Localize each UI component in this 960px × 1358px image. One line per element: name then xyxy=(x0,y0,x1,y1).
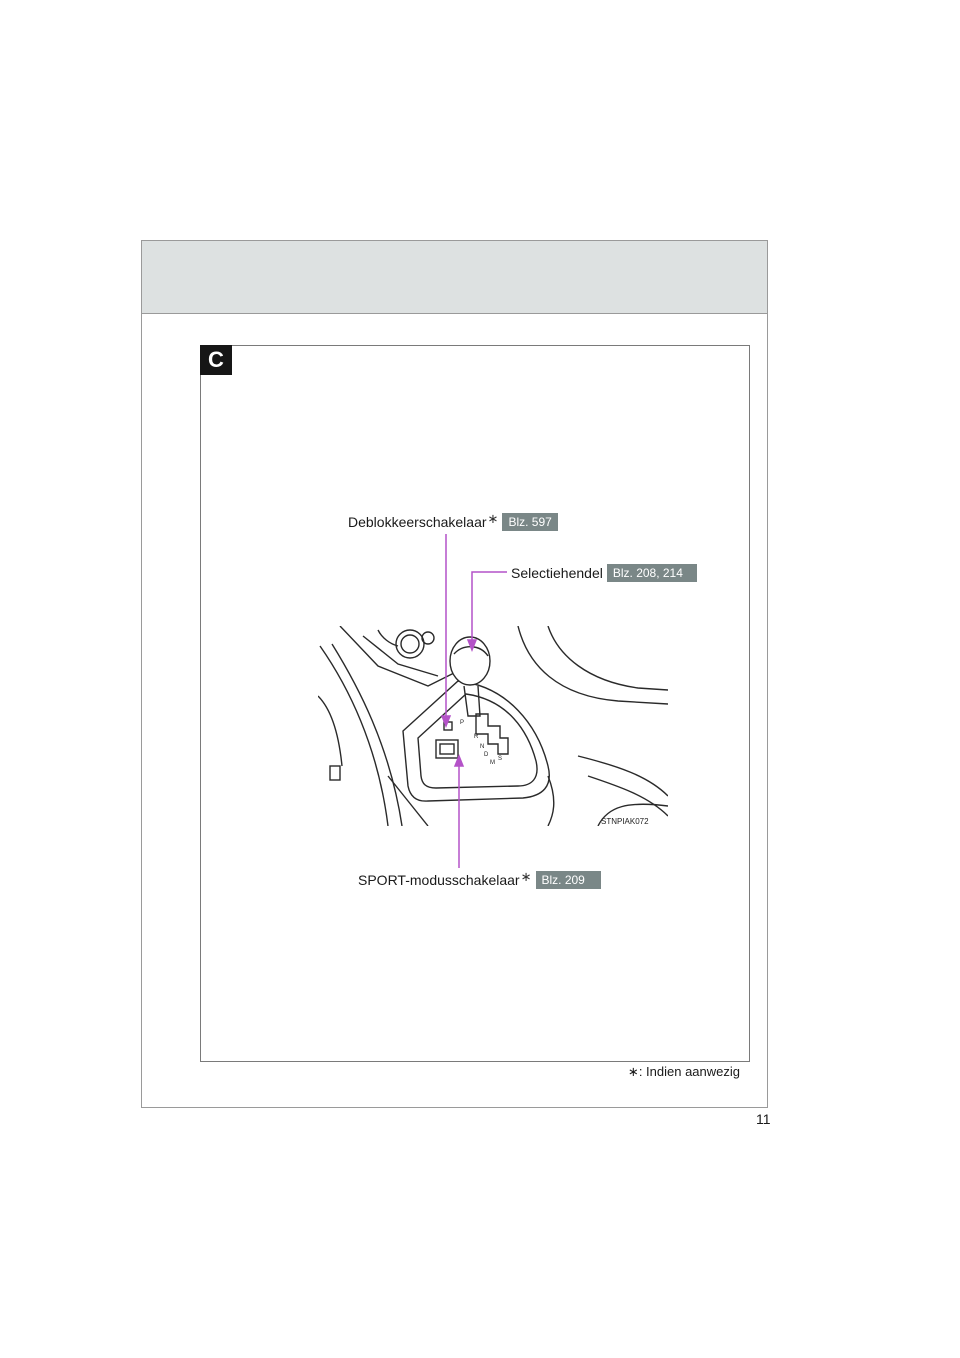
sport-switch-star: ∗ xyxy=(520,869,532,884)
page-number: 11 xyxy=(756,1111,771,1127)
callout-release-switch xyxy=(348,513,558,531)
gate-label-n: N xyxy=(480,744,485,750)
section-badge: C xyxy=(200,345,232,375)
shift-knob xyxy=(450,637,490,685)
gate-label-p: P xyxy=(460,720,465,726)
gear-shift-illustration xyxy=(318,626,668,826)
gate-label-d: D xyxy=(484,752,489,758)
gate-label-r: R xyxy=(474,734,479,740)
release-switch-star: ∗ xyxy=(487,511,499,526)
console-outline xyxy=(403,681,549,801)
gate-label-s: S xyxy=(498,756,503,762)
footnote-text: : Indien aanwezig xyxy=(638,1064,740,1079)
release-switch-label: Deblokkeerschakelaar xyxy=(348,514,487,530)
selector-lever-label: Selectiehendel xyxy=(511,565,603,581)
figure-code: STNPIAK072 xyxy=(601,817,649,826)
selector-lever-page-ref[interactable]: Blz. 208, 214 xyxy=(607,564,697,582)
footnote xyxy=(628,1064,740,1080)
sport-switch-page-ref[interactable]: Blz. 209 xyxy=(536,871,601,889)
sport-switch-label: SPORT-modusschakelaar xyxy=(358,872,520,888)
callout-sport-switch xyxy=(358,871,601,889)
gate-label-m: M xyxy=(490,760,495,766)
release-switch-page-ref[interactable]: Blz. 597 xyxy=(502,513,557,531)
header-band xyxy=(142,241,767,314)
footnote-star: ∗ xyxy=(627,1064,639,1079)
callout-selector-lever xyxy=(511,564,697,582)
